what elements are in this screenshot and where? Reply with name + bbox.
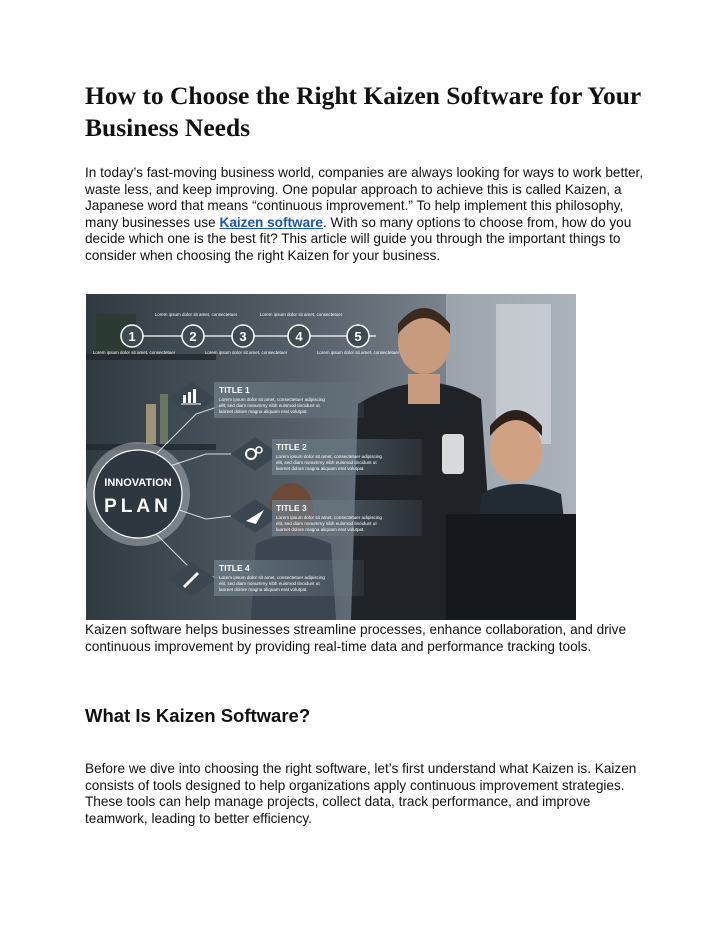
step-bottom-text-3: Lorem ipsum dolor sit amet, consectetuer [316, 350, 400, 355]
intro-paragraph [85, 165, 645, 265]
svg-text:Lorem ipsum dolor sit amet, co: Lorem ipsum dolor sit amet, consectetuer adipiscing [276, 515, 382, 520]
svg-text:Lorem ipsum dolor sit amet, co: Lorem ipsum dolor sit amet, consectetuer adipiscing [219, 575, 325, 580]
svg-text:TITLE 2: TITLE 2 [276, 442, 307, 452]
intro-text-before-link: In today’s fast-moving business world, companies are always looking for ways to work better, waste less, and keep improving. One popular approach to achieve this is called Kaizen, a Japanese word that means “continuous improvement.” To help implement this philosophy, many businesses use [85, 165, 644, 230]
innovation-plan-badge [86, 442, 190, 546]
svg-text:laoreet dolore magna aliquam e: laoreet dolore magna aliquam erat volutpat. [276, 466, 365, 471]
svg-text:2: 2 [189, 329, 197, 344]
step-top-text-2: Lorem ipsum dolor sit amet, consectetuer [259, 312, 343, 317]
section-paragraph: Before we dive into choosing the right software, let’s first understand what Kaizen is. Kaizen consists of tools designed to help organizations apply continuous improvement strategies. These tools can help manage projects, collect data, track performance, and improve teamwork, leading to better efficiency. [85, 761, 637, 826]
step-5 [347, 325, 369, 347]
svg-text:Lorem ipsum dolor sit amet, co: Lorem ipsum dolor sit amet, consectetuer adipiscing [219, 397, 325, 402]
svg-text:elit, sed diam nonummy nibh eu: elit, sed diam nonummy nibh euismod tincidunt ut [276, 460, 377, 465]
svg-text:PLAN: PLAN [104, 496, 172, 517]
step-2 [182, 325, 204, 347]
hero-image [86, 294, 576, 620]
svg-text:elit, sed diam nonummy nibh eu: elit, sed diam nonummy nibh euismod tincidunt ut [219, 403, 320, 408]
section-heading: What Is Kaizen Software? [85, 705, 311, 726]
intro-text-after-link: . With so many options to choose from, how do you decide which one is the best fit? This article will guide you through the important things to consider when choosing the right Kaizen for your business. [85, 214, 632, 263]
step-4 [288, 325, 310, 347]
svg-text:TITLE 3: TITLE 3 [276, 503, 307, 513]
step-bottom-text-1: Lorem ipsum dolor sit amet, consectetuer [92, 350, 176, 355]
svg-text:elit, sed diam nonummy nibh eu: elit, sed diam nonummy nibh euismod tincidunt ut [219, 581, 320, 586]
kaizen-software-link[interactable]: Kaizen software [219, 214, 323, 230]
image-caption: Kaizen software helps businesses streamline processes, enhance collaboration, and drive continuous improvement by providing real-time data and performance tracking tools. [85, 622, 627, 654]
svg-text:INNOVATION: INNOVATION [104, 477, 172, 489]
step-top-text-1: Lorem ipsum dolor sit amet, consectetuer [154, 312, 238, 317]
step-3 [232, 325, 254, 347]
svg-text:laoreet dolore magna aliquam e: laoreet dolore magna aliquam erat volutpat. [276, 527, 365, 532]
svg-text:1: 1 [128, 329, 136, 344]
svg-text:laoreet dolore magna aliquam e: laoreet dolore magna aliquam erat volutpat. [219, 587, 308, 592]
svg-text:5: 5 [354, 329, 362, 344]
step-1 [121, 325, 143, 347]
svg-text:4: 4 [295, 329, 303, 344]
page-title: How to Choose the Right Kaizen Software for Your Business Needs [85, 81, 641, 142]
step-bottom-text-2: Lorem ipsum dolor sit amet, consectetuer [204, 350, 288, 355]
svg-text:laoreet dolore magna aliquam e: laoreet dolore magna aliquam erat volutpat. [219, 409, 308, 414]
svg-text:TITLE 4: TITLE 4 [219, 563, 250, 573]
svg-text:elit, sed diam nonummy nibh eu: elit, sed diam nonummy nibh euismod tincidunt ut [276, 521, 377, 526]
svg-text:Lorem ipsum dolor sit amet, co: Lorem ipsum dolor sit amet, consectetuer adipiscing [276, 454, 382, 459]
svg-text:3: 3 [239, 329, 247, 344]
svg-text:TITLE 1: TITLE 1 [219, 385, 250, 395]
